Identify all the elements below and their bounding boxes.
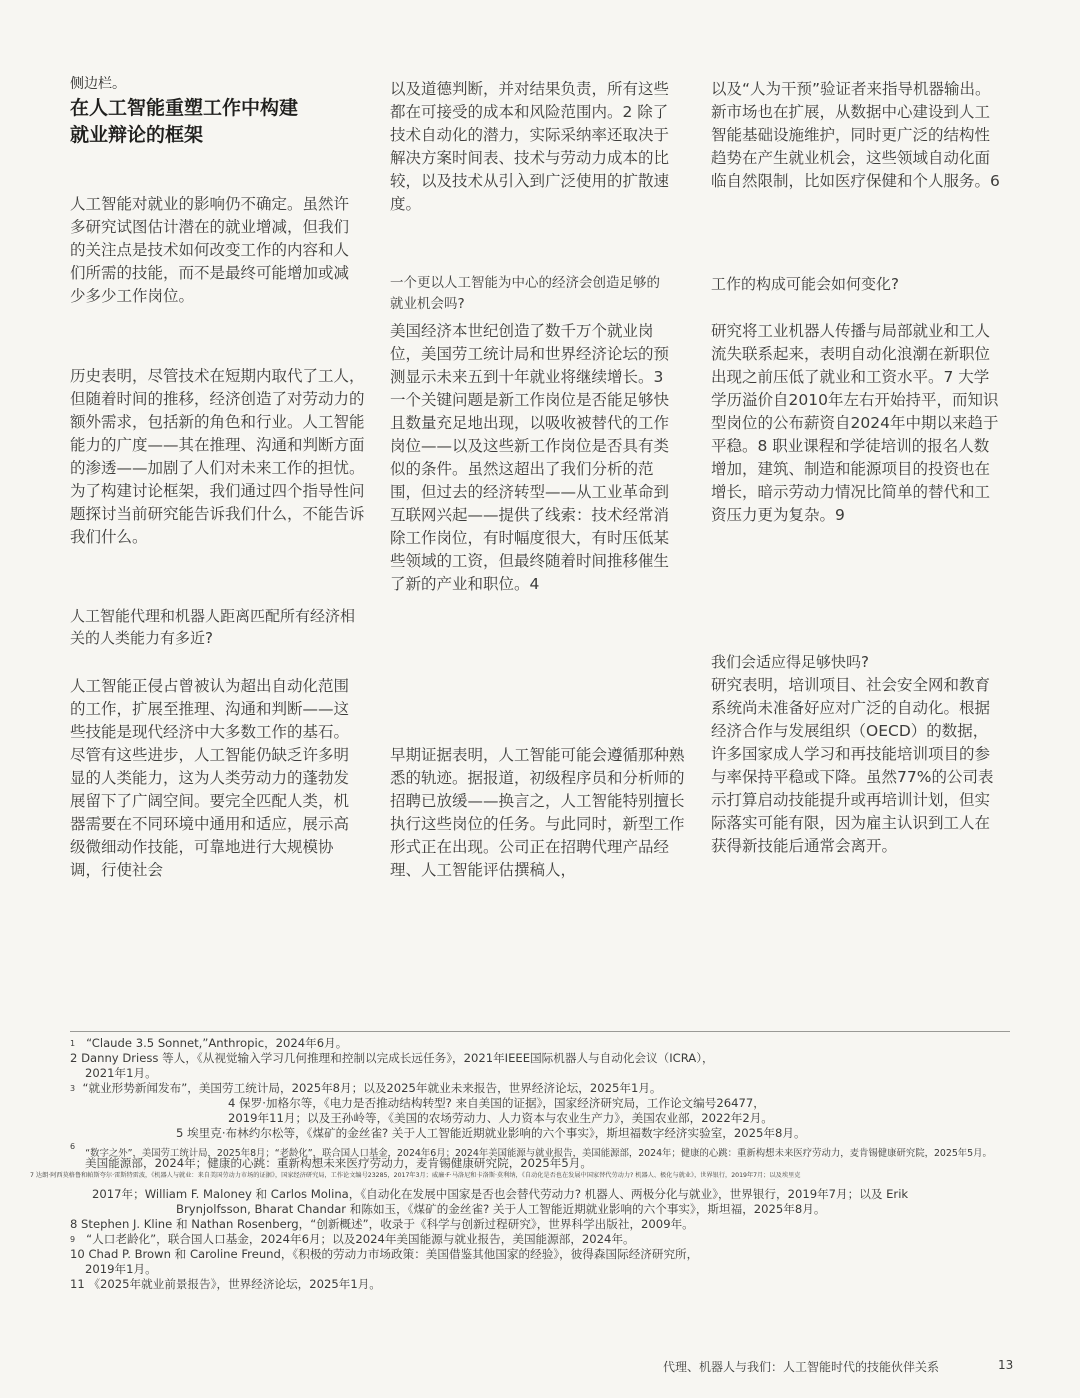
footer-title: 代理、机器人与我们：人工智能时代的技能伙伴关系 <box>663 1360 940 1374</box>
question-1-heading: 人工智能代理和机器人距离匹配所有经济相关的人类能力有多近? <box>70 607 356 647</box>
sidebar-title-line-2: 就业辩论的框架 <box>70 124 204 146</box>
history-paragraph: 历史表明，尽管技术在短期内取代了工人，但随着时间的推移，经济创造了对劳动力的额外需求，包括新的角色和行业。人工智能能力的广度——其在推理、沟通和判断方面的渗透——加剧了人们对未来工作的担忧。为了构建讨论框架，我们通过四个指导性问题探讨当前研究能告诉我们什么，不能告诉我们什么。 <box>70 367 365 546</box>
question-4-heading: 我们会适应得足够快吗? <box>711 653 869 671</box>
column-3-continuation: 以及“人为干预”验证者来指导机器输出。新市场也在扩展，从数据中心建设到人工智能基础设施维护，同时更广泛的结构性趋势在产生就业机会，这些领域自动化面临自然限制，比如医疗保健和个人服务。6 <box>711 80 1000 190</box>
footnote-4-cont: 2019年11月；以及王孙岭等，《美国的农场劳动力、人力资本与农业生产力》，美国农业部，2022年2月。 <box>228 1111 773 1125</box>
question-2-body: 美国经济本世纪创造了数千万个就业岗位，美国劳工统计局和世界经济论坛的预测显示未来五到十年就业将继续增长。3 一个关键问题是新工作岗位是否能足够快且数量充足地出现，以吸收被替代的工作岗位——以及这些新工作岗位是否具有类似的条件。虽然这超出了我们分析的范围，但过去的经济转型——从工业革命到互联网兴起——提供了线索：技术经常消除工作岗位，有时幅度很大，有时压低某些领域的工资，但最终随着时间推移催生了新的产业和职位。4 <box>390 322 670 593</box>
footnote-8: 8 Stephen J. Kline 和 Nathan Rosenberg，“创新概述”，收录于《科学与创新过程研究》，世界科学出版社，2009年。 <box>70 1217 694 1231</box>
footnote-3-text: “就业形势新闻发布”，美国劳工统计局，2025年8月；以及2025年就业未来报告，世界经济论坛，2025年1月。 <box>82 1081 662 1095</box>
footnote-5: 5 埃里克·布林约尔松等，《煤矿的金丝雀? 关于人工智能近期就业影响的六个事实》，斯坦福数字经济实验室，2025年8月。 <box>176 1126 806 1140</box>
footnote-4: 4 保罗·加格尔等，《电力是否推动结构转型? 来自美国的证据》，国家经济研究局，工作论文编号26477， <box>228 1096 765 1110</box>
footnote-7-cont-2: Brynjolfsson, Bharat Chandar 和陈如玉，《煤矿的金丝雀? 关于人工智能近期就业影响的六个事实》，斯坦福，2025年8月。 <box>176 1202 826 1216</box>
question-3-heading: 工作的构成可能会如何变化? <box>711 275 899 293</box>
column-2-continuation: 以及道德判断，并对结果负责，所有这些都在可接受的成本和风险范围内。2 除了技术自动化的潜力，实际采纳率还取决于解决方案时间表、技术与劳动力成本的比较，以及技术从引入到广泛使用的扩散速度。 <box>390 80 670 213</box>
footnote-10: 10 Chad P. Brown 和 Caroline Freund，《积极的劳动力市场政策：美国借鉴其他国家的经验》，彼得森国际经济研究所， <box>70 1247 699 1261</box>
footnote-11: 11 《2025年就业前景报告》，世界经济论坛，2025年1月。 <box>70 1277 381 1291</box>
footnote-1: $^1$ “Claude 3.5 Sonnet,”Anthropic，2024年6月。 <box>70 1036 348 1050</box>
footnote-6-text: “数字之外”，美国劳工统计局，2025年8月；“老龄化”，联合国人口基金，2024年6月；2024年美国能源与就业报告，美国能源部，2024年；健康的心跳：重新构想未来医疗劳动力，麦肯锡健康研究院，2025年5月。 <box>85 1148 992 1159</box>
page-number: 13 <box>998 1358 1014 1372</box>
footnote-3: $^3$ “就业形势新闻发布”，美国劳工统计局，2025年8月；以及2025年就业未来报告，世界经济论坛，2025年1月。 <box>70 1081 662 1095</box>
sidebar-kicker: 侧边栏。 <box>70 76 126 92</box>
intro-paragraph: 人工智能对就业的影响仍不确定。虽然许多研究试图估计潜在的就业增减，但我们的关注点是技术如何改变工作的内容和人们所需的技能，而不是最终可能增加或减少多少工作岗位。 <box>70 195 350 305</box>
footnote-9-text: “人口老龄化”，联合国人口基金，2024年6月；以及2024年美国能源与就业报告，美国能源部，2024年。 <box>86 1232 635 1246</box>
question-4-body: 研究表明，培训项目、社会安全网和教育系统尚未准备好应对广泛的自动化。根据经济合作与发展组织（OECD）的数据，许多国家成人学习和再技能培训项目的参与率保持平稳或下降。虽然77%的公司表示打算启动技能提升或再培训计划，但实际落实可能有限，因为雇主认识到工人在获得新技能后通常会离开。 <box>711 676 994 855</box>
footnote-9: $^9$ “人口老龄化”，联合国人口基金，2024年6月；以及2024年美国能源与就业报告，美国能源部，2024年。 <box>70 1232 635 1246</box>
early-evidence-paragraph: 早期证据表明，人工智能可能会遵循那种熟悉的轨迹。据报道，初级程序员和分析师的招聘已放缓——换言之，人工智能特别擅长执行这些岗位的任务。与此同时，新型工作形式正在出现。公司正在招聘代理产品经理、人工智能评估撰稿人， <box>390 746 685 879</box>
footnote-7-cont-1: 2017年；William F. Maloney 和 Carlos Molina，《自动化在发展中国家是否也会替代劳动力? 机器人、两极分化与就业》，世界银行，2019年7月；以及 Erik <box>92 1187 909 1201</box>
footnote-6-cont: 美国能源部，2024年；健康的心跳：重新构想未来医疗劳动力，麦肯锡健康研究院，2025年5月。 <box>85 1156 592 1170</box>
footnote-divider <box>70 1031 1010 1032</box>
footnote-1-text: “Claude 3.5 Sonnet,”Anthropic，2024年6月。 <box>86 1036 348 1050</box>
question-1-body: 人工智能正侵占曾被认为超出自动化范围的工作，扩展至推理、沟通和判断——这些技能是现代经济中大多数工作的基石。尽管有这些进步，人工智能仍缺乏许多明显的人类能力，这为人类劳动力的蓬勃发展留下了广阔空间。要完全匹配人类，机器需要在不同环境中通用和适应，展示高级微细动作技能，可靠地进行大规模协调，行使社会 <box>70 677 350 879</box>
footnote-6: $^6$ “数字之外”，美国劳工统计局，2025年8月；“老龄化”，联合国人口基金，2024年6月；2024年美国能源与就业报告，美国能源部，2024年；健康的心跳：重新构想未来医疗劳动力，麦肯锡健康研究院，2025年5月。 <box>70 1142 992 1159</box>
footnote-7: 7 达朗·阿西莫格鲁和帕斯夸尔·雷斯特雷波，《机器人与就业：来自美国劳动力市场的证据》，国家经济研究局，工作论文编号23285，2017年3月；威廉·F·马洛尼和卡洛斯·莫利纳，《自动化是否也在发展中国家替代劳动力? 机器人、极化与就业》，世界银行，2019年7月；以及埃里克 <box>30 1172 801 1179</box>
footnote-10-cont: 2019年1月。 <box>85 1262 157 1276</box>
question-3-body: 研究将工业机器人传播与局部就业和工人流失联系起来，表明自动化浪潮在新职位出现之前压低了就业和工资水平。7 大学学历溢价自2010年左右开始持平，而知识型岗位的公布薪资自2024年中期以来趋于平稳。8 职业课程和学徒培训的报名人数增加，建筑、制造和能源项目的投资也在增长，暗示劳动力情况比简单的替代和工资压力更为复杂。9 <box>711 322 999 524</box>
sidebar-title-line-1: 在人工智能重塑工作中构建 <box>70 97 299 119</box>
footnote-2-cont: 2021年1月。 <box>85 1066 157 1080</box>
question-2-heading: 一个更以人工智能为中心的经济会创造足够的就业机会吗? <box>390 275 660 312</box>
footnote-2-text: Danny Driess 等人，《从视觉输入学习几何推理和控制以完成长远任务》，2021年IEEE国际机器人与自动化会议（ICRA）， <box>81 1051 714 1065</box>
footnote-2: 2 Danny Driess 等人，《从视觉输入学习几何推理和控制以完成长远任务》，2021年IEEE国际机器人与自动化会议（ICRA）， <box>70 1051 714 1065</box>
